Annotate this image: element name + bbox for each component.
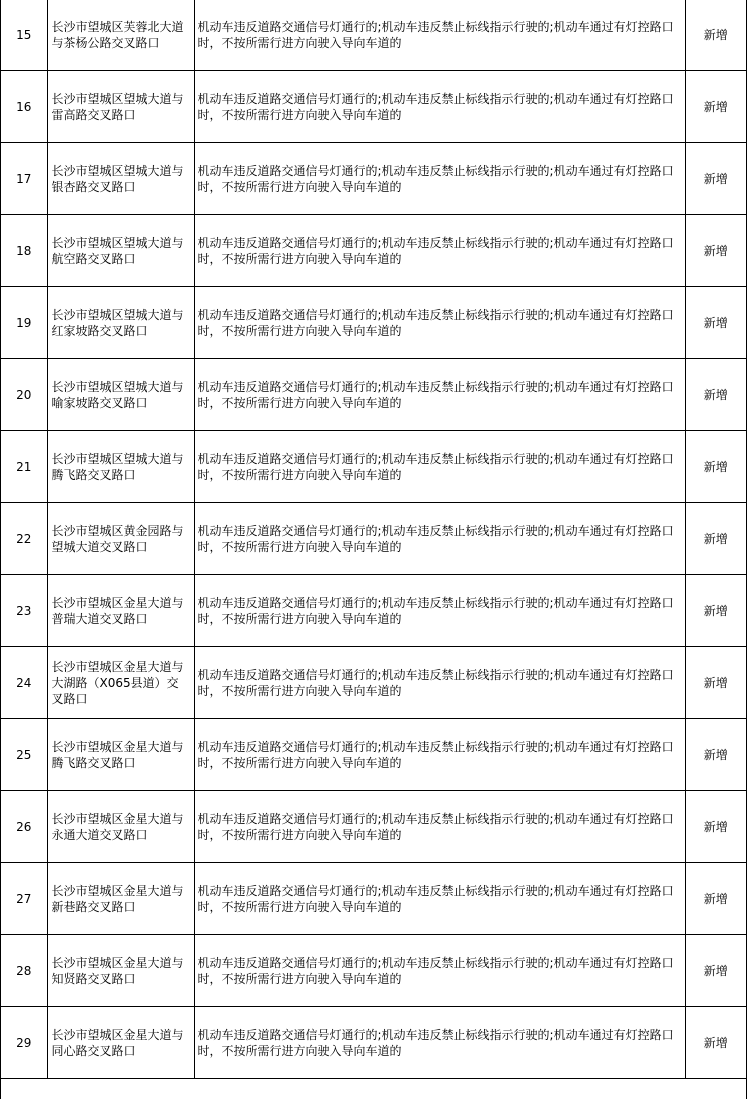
table-row: [1, 935, 746, 1007]
status-cell: 新增: [685, 71, 746, 143]
location-cell: 长沙市望城区黄金园路与望城大道交叉路口: [47, 503, 194, 575]
violation-cell: 机动车违反道路交通信号灯通行的;机动车违反禁止标线指示行驶的;机动车通过有灯控路口时，不按所需行进方向驶入导向车道的: [194, 143, 685, 215]
status-cell: 新增: [685, 359, 746, 431]
violation-cell: 机动车违反道路交通信号灯通行的;机动车违反禁止标线指示行驶的;机动车通过有灯控路口时，不按所需行进方向驶入导向车道的: [194, 431, 685, 503]
status-cell: 新增: [685, 431, 746, 503]
intersection-table: [1, 0, 746, 1079]
table-row: [1, 1007, 746, 1079]
location-cell: 长沙市望城区望城大道与喻家坡路交叉路口: [47, 359, 194, 431]
location-cell: 长沙市望城区金星大道与腾飞路交叉路口: [47, 719, 194, 791]
violation-cell: 机动车违反道路交通信号灯通行的;机动车违反禁止标线指示行驶的;机动车通过有灯控路口时，不按所需行进方向驶入导向车道的: [194, 215, 685, 287]
location-cell: 长沙市望城区芙蓉北大道与茶杨公路交叉路口: [47, 0, 194, 71]
row-number-cell: 20: [1, 359, 47, 431]
status-cell: 新增: [685, 0, 746, 71]
status-cell: 新增: [685, 215, 746, 287]
table-row: [1, 575, 746, 647]
row-number-cell: 24: [1, 647, 47, 719]
table-row: [1, 143, 746, 215]
status-cell: 新增: [685, 719, 746, 791]
row-number-cell: 22: [1, 503, 47, 575]
violation-cell: 机动车违反道路交通信号灯通行的;机动车违反禁止标线指示行驶的;机动车通过有灯控路口时，不按所需行进方向驶入导向车道的: [194, 71, 685, 143]
table-row: [1, 0, 746, 71]
location-cell: 长沙市望城区金星大道与永通大道交叉路口: [47, 791, 194, 863]
row-number-cell: 25: [1, 719, 47, 791]
status-cell: 新增: [685, 503, 746, 575]
location-cell: 长沙市望城区金星大道与知贤路交叉路口: [47, 935, 194, 1007]
status-cell: 新增: [685, 143, 746, 215]
location-cell: 长沙市望城区望城大道与红家坡路交叉路口: [47, 287, 194, 359]
row-number-cell: 17: [1, 143, 47, 215]
row-number-cell: 16: [1, 71, 47, 143]
violation-cell: 机动车违反道路交通信号灯通行的;机动车违反禁止标线指示行驶的;机动车通过有灯控路口时，不按所需行进方向驶入导向车道的: [194, 287, 685, 359]
row-number-cell: 23: [1, 575, 47, 647]
table-row: [1, 287, 746, 359]
location-cell: 长沙市望城区金星大道与新巷路交叉路口: [47, 863, 194, 935]
row-number-cell: 19: [1, 287, 47, 359]
violation-cell: 机动车违反道路交通信号灯通行的;机动车违反禁止标线指示行驶的;机动车通过有灯控路口时，不按所需行进方向驶入导向车道的: [194, 0, 685, 71]
violation-cell: 机动车违反道路交通信号灯通行的;机动车违反禁止标线指示行驶的;机动车通过有灯控路口时，不按所需行进方向驶入导向车道的: [194, 935, 685, 1007]
violation-cell: 机动车违反道路交通信号灯通行的;机动车违反禁止标线指示行驶的;机动车通过有灯控路口时，不按所需行进方向驶入导向车道的: [194, 791, 685, 863]
row-number-cell: 28: [1, 935, 47, 1007]
status-cell: 新增: [685, 791, 746, 863]
status-cell: 新增: [685, 1007, 746, 1079]
violation-cell: 机动车违反道路交通信号灯通行的;机动车违反禁止标线指示行驶的;机动车通过有灯控路口时，不按所需行进方向驶入导向车道的: [194, 719, 685, 791]
violation-cell: 机动车违反道路交通信号灯通行的;机动车违反禁止标线指示行驶的;机动车通过有灯控路口时，不按所需行进方向驶入导向车道的: [194, 863, 685, 935]
table-row: [1, 791, 746, 863]
table-row: [1, 431, 746, 503]
violation-cell: 机动车违反道路交通信号灯通行的;机动车违反禁止标线指示行驶的;机动车通过有灯控路口时，不按所需行进方向驶入导向车道的: [194, 359, 685, 431]
row-number-cell: 26: [1, 791, 47, 863]
status-cell: 新增: [685, 863, 746, 935]
location-cell: 长沙市望城区望城大道与银杏路交叉路口: [47, 143, 194, 215]
table-row: [1, 215, 746, 287]
location-cell: 长沙市望城区望城大道与航空路交叉路口: [47, 215, 194, 287]
row-number-cell: 21: [1, 431, 47, 503]
violation-cell: 机动车违反道路交通信号灯通行的;机动车违反禁止标线指示行驶的;机动车通过有灯控路口时，不按所需行进方向驶入导向车道的: [194, 1007, 685, 1079]
row-number-cell: 27: [1, 863, 47, 935]
location-cell: 长沙市望城区金星大道与普瑞大道交叉路口: [47, 575, 194, 647]
location-cell: 长沙市望城区望城大道与腾飞路交叉路口: [47, 431, 194, 503]
violation-cell: 机动车违反道路交通信号灯通行的;机动车违反禁止标线指示行驶的;机动车通过有灯控路口时，不按所需行进方向驶入导向车道的: [194, 647, 685, 719]
table-row: [1, 503, 746, 575]
status-cell: 新增: [685, 935, 746, 1007]
table-body: [1, 0, 746, 1079]
row-number-cell: 29: [1, 1007, 47, 1079]
status-cell: 新增: [685, 575, 746, 647]
row-number-cell: 15: [1, 0, 47, 71]
violation-cell: 机动车违反道路交通信号灯通行的;机动车违反禁止标线指示行驶的;机动车通过有灯控路口时，不按所需行进方向驶入导向车道的: [194, 575, 685, 647]
violation-cell: 机动车违反道路交通信号灯通行的;机动车违反禁止标线指示行驶的;机动车通过有灯控路口时，不按所需行进方向驶入导向车道的: [194, 503, 685, 575]
table-row: [1, 719, 746, 791]
status-cell: 新增: [685, 287, 746, 359]
row-number-cell: 18: [1, 215, 47, 287]
table-row: [1, 359, 746, 431]
status-cell: 新增: [685, 647, 746, 719]
location-cell: 长沙市望城区金星大道与同心路交叉路口: [47, 1007, 194, 1079]
table-row: [1, 71, 746, 143]
table-row: [1, 863, 746, 935]
location-cell: 长沙市望城区望城大道与雷高路交叉路口: [47, 71, 194, 143]
table-row: [1, 647, 746, 719]
location-cell: 长沙市望城区金星大道与大湖路（X065县道）交叉路口: [47, 647, 194, 719]
